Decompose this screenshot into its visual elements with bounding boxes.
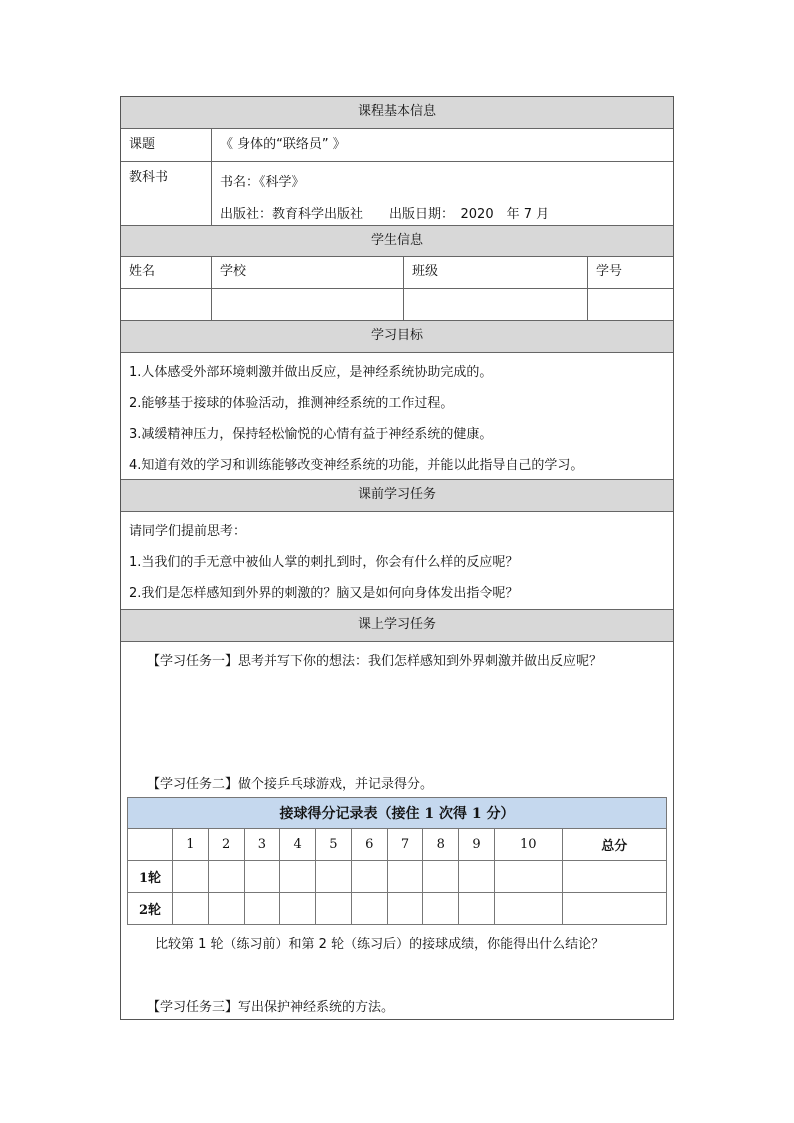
goal-item: 1.人体感受外部环境刺激并做出反应，是神经系统协助完成的。 <box>129 365 493 380</box>
school-field[interactable] <box>212 289 404 320</box>
task-three: 【学习任务三】写出保护神经系统的方法。 <box>147 1000 395 1015</box>
book-name: 书名：《科学》 <box>220 175 305 190</box>
student-id-field[interactable] <box>588 289 673 320</box>
score-cell[interactable] <box>316 893 352 925</box>
student-info-values <box>121 289 673 321</box>
goal-item: 3.减缓精神压力，保持轻松愉悦的心情有益于神经系统的健康。 <box>129 427 493 442</box>
student-info-header: 学生信息 <box>121 226 673 257</box>
task-two: 【学习任务二】做个接乒乓球游戏，并记录得分。 <box>147 777 434 792</box>
score-cell[interactable] <box>387 893 423 925</box>
attempt-col: 2 <box>208 829 244 861</box>
round-label: 2轮 <box>128 893 173 925</box>
score-cell[interactable] <box>244 861 280 893</box>
score-cell[interactable] <box>280 893 316 925</box>
score-cell[interactable] <box>423 861 459 893</box>
score-table <box>127 797 667 925</box>
score-cell[interactable] <box>244 893 280 925</box>
pre-class-question: 2.我们是怎样感知到外界的刺激的？脑又是如何向身体发出指令呢？ <box>129 586 519 601</box>
topic-row <box>121 129 673 162</box>
attempt-col: 3 <box>244 829 280 861</box>
attempt-col: 5 <box>316 829 352 861</box>
goals-header: 学习目标 <box>121 321 673 353</box>
score-cell[interactable] <box>173 893 209 925</box>
school-label: 学校 <box>212 257 404 288</box>
score-cell[interactable] <box>280 861 316 893</box>
class-field[interactable] <box>404 289 588 320</box>
publisher-line: 出版社：教育科学出版社 出版日期： 2020 年 7 月 <box>220 207 550 222</box>
score-cell[interactable] <box>387 861 423 893</box>
worksheet <box>120 96 674 1020</box>
textbook-details <box>212 162 673 225</box>
score-cell[interactable] <box>173 861 209 893</box>
textbook-label: 教科书 <box>121 162 212 225</box>
score-cell[interactable] <box>494 861 562 893</box>
goals-list <box>121 353 673 480</box>
score-row <box>128 893 667 925</box>
textbook-row <box>121 162 673 226</box>
topic-value: 《 身体的“联络员” 》 <box>220 137 346 152</box>
score-cell[interactable] <box>494 893 562 925</box>
pre-class-content <box>121 512 673 610</box>
score-cell[interactable] <box>351 861 387 893</box>
name-label: 姓名 <box>121 257 212 288</box>
course-info-header: 课程基本信息 <box>121 97 673 129</box>
class-label: 班级 <box>404 257 588 288</box>
pre-class-header: 课前学习任务 <box>121 480 673 512</box>
score-header-row <box>128 829 667 861</box>
score-cell[interactable] <box>459 893 495 925</box>
score-cell[interactable] <box>351 893 387 925</box>
total-cell[interactable] <box>562 893 666 925</box>
round-label: 1轮 <box>128 861 173 893</box>
goal-item: 2.能够基于接球的体验活动，推测神经系统的工作过程。 <box>129 396 454 411</box>
attempt-col: 9 <box>459 829 495 861</box>
attempt-col: 10 <box>494 829 562 861</box>
compare-question: 比较第 1 轮（练习前）和第 2 轮（练习后）的接球成绩，你能得出什么结论？ <box>155 937 605 952</box>
pre-class-question: 1.当我们的手无意中被仙人掌的刺扎到时，你会有什么样的反应呢？ <box>129 555 519 570</box>
score-cell[interactable] <box>459 861 495 893</box>
score-row <box>128 861 667 893</box>
student-info-labels <box>121 257 673 289</box>
score-cell[interactable] <box>316 861 352 893</box>
attempt-col: 8 <box>423 829 459 861</box>
goal-item: 4.知道有效的学习和训练能够改变神经系统的功能，并能以此指导自己的学习。 <box>129 458 584 473</box>
pre-class-intro: 请同学们提前思考： <box>129 524 247 539</box>
score-table-caption: 接球得分记录表（接住 1 次得 1 分） <box>128 798 667 829</box>
score-cell[interactable] <box>208 893 244 925</box>
score-cell[interactable] <box>208 861 244 893</box>
empty-corner <box>128 829 173 861</box>
in-class-header: 课上学习任务 <box>121 610 673 642</box>
student-id-label: 学号 <box>596 264 623 279</box>
total-cell[interactable] <box>562 861 666 893</box>
attempt-col: 4 <box>280 829 316 861</box>
score-cell[interactable] <box>423 893 459 925</box>
attempt-col: 1 <box>173 829 209 861</box>
topic-label: 课题 <box>121 129 212 161</box>
attempt-col: 6 <box>351 829 387 861</box>
total-col: 总分 <box>562 829 666 861</box>
attempt-col: 7 <box>387 829 423 861</box>
task-one: 【学习任务一】思考并写下你的想法：我们怎样感知到外界刺激并做出反应呢？ <box>147 654 603 669</box>
name-field[interactable] <box>121 289 212 320</box>
